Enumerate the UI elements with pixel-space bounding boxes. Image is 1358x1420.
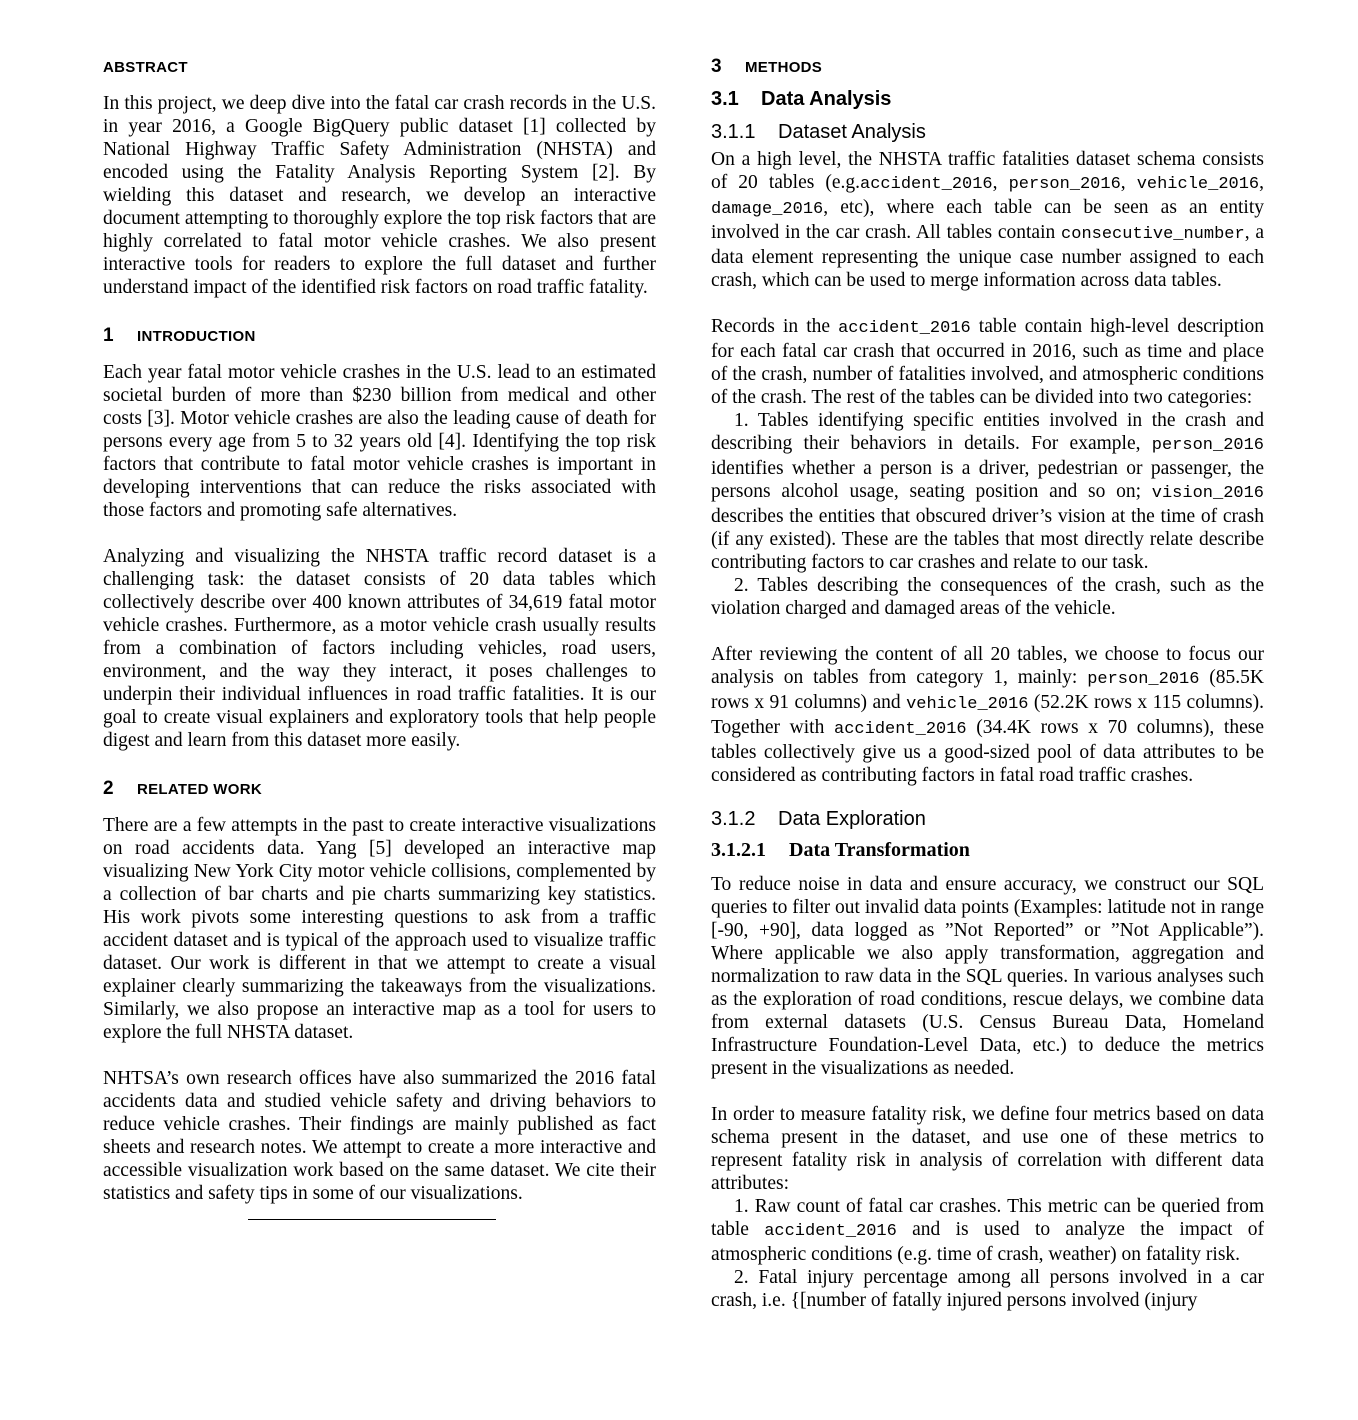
data-transformation-heading bbox=[711, 837, 1264, 863]
dataset-analysis-paragraph-3: After reviewing the content of all 20 tables, we choose to focus our analysis on tables from category 1, mainly: person_2016 (85.5K rows x 91 columns) and vehicle_2016 (52.2K rows x 115 columns). Together with accident_2016 (34.4K rows x 70 columns), these tables collectively give us a good-sized pool of data attributes to be considered as contributing factors in fatal road traffic crashes. bbox=[711, 644, 1265, 786]
left-column bbox=[103, 52, 656, 1220]
methods-number: 3 bbox=[711, 56, 722, 77]
introduction-heading bbox=[103, 321, 656, 351]
data-transformation-number: 3.1.2.1 bbox=[711, 839, 766, 861]
abstract-heading bbox=[103, 52, 656, 82]
dataset-analysis-list-item-2: 2. Tables describing the consequences of the crash, such as the violation charged and damaged areas of the vehicle. bbox=[711, 575, 1264, 619]
data-transformation-paragraph-2: In order to measure fatality risk, we define four metrics based on data schema present in the dataset, and use one of these metrics to represent fatality risk in analysis of correlation with different data attributes: bbox=[711, 1104, 1264, 1194]
introduction-paragraph-2: Analyzing and visualizing the NHSTA traffic record dataset is a challenging task: the dataset consists of 20 data tables which collectively describe over 400 known attributes of 34,619 fatal motor vehicle crashes. Furthermore, as a motor vehicle crash usually results from a combination of factors including vehicles, road users, environment, and the way they interact, it poses challenges to underpin their individual influences in road traffic fatalities. It is our goal to create visual explainers and exploratory tools that help people digest and learn from this dataset more easily. bbox=[103, 546, 656, 751]
introduction-title: INTRODUCTION bbox=[137, 328, 256, 345]
data-exploration-heading bbox=[711, 803, 1264, 835]
dataset-analysis-paragraph-2: Records in the accident_2016 table contain high-level description for each fatal car crash that occurred in 2016, such as time and place of the crash, number of fatalities involved, and atmospheric conditions of the crash. The rest of the tables can be divided into two categories: bbox=[711, 316, 1265, 408]
introduction-number: 1 bbox=[103, 325, 114, 346]
data-transformation-list-item-1: 1. Raw count of fatal car crashes. This metric can be queried from table accident_2016 and is used to analyze the impact of atmospheric conditions (e.g. time of crash, weather) on fatality risk. bbox=[711, 1196, 1264, 1265]
methods-title: METHODS bbox=[745, 59, 823, 76]
abstract-title: ABSTRACT bbox=[103, 59, 188, 76]
dataset-analysis-list-item-1: 1. Tables identifying specific entities involved in the crash and describing their behaviors in details. For example, person_2016 identifies whether a person is a driver, pedestrian or passenger, the persons alcohol usage, seating position and so on; vision_2016 describes the entities that obscured driver’s vision at the time of crash (if any existed). These are the tables that most directly relate describe contributing factors to car crashes and relate to our task. bbox=[711, 410, 1264, 573]
data-analysis-title: Data Analysis bbox=[761, 88, 892, 110]
data-analysis-heading bbox=[711, 84, 1264, 114]
data-analysis-number: 3.1 bbox=[711, 88, 739, 110]
data-transformation-list-item-2: 2. Fatal injury percentage among all persons involved in a car crash, i.e. {[number of fatally injured persons involved (injury bbox=[711, 1267, 1264, 1311]
introduction-paragraph-1: Each year fatal motor vehicle crashes in the U.S. lead to an estimated societal burden of more than $230 billion from medical and other costs [3]. Motor vehicle crashes are also the leading cause of death for persons every age from 5 to 32 years old [4]. Identifying the top risk factors that contribute to fatal motor vehicle crashes is important in developing interventions that can reduce the risks associated with those factors and promoting safe alternatives. bbox=[103, 362, 656, 521]
methods-heading bbox=[711, 52, 1264, 82]
dataset-analysis-heading bbox=[711, 116, 1264, 148]
dataset-analysis-number: 3.1.1 bbox=[711, 121, 756, 143]
dataset-analysis-paragraph-1: On a high level, the NHSTA traffic fatalities dataset schema consists of 20 tables (e.g.accident_2016, person_2016, vehicle_2016, damage_2016, etc), where each table can be seen as an entity involved in the car crash. All tables contain consecutive_number, a data element representing the unique case number assigned to each crash, which can be used to merge information across data tables. bbox=[711, 149, 1265, 291]
data-transformation-paragraph-1: To reduce noise in data and ensure accuracy, we construct our SQL queries to filter out invalid data points (Examples: latitude not in range [-90, +90], data logged as ”Not Reported” or ”Not Applicable”). Where applicable we also apply transformation, aggregation and normalization to raw data in the SQL queries. In various analyses such as the exploration of road conditions, rescue delays, we combine data from external datasets (U.S. Census Bureau Data, Homeland Infrastructure Foundation-Level Data, etc.) to deduce the metrics present in the visualizations as needed. bbox=[711, 874, 1264, 1079]
related-work-paragraph-1: There are a few attempts in the past to create interactive visualizations on road accidents data. Yang [5] developed an interactive map visualizing New York City motor vehicle collisions, complemented by a collection of bar charts and pie charts summarizing key statistics. His work pivots some interesting questions to ask from a traffic accident dataset and is typical of the approach used to visualize traffic dataset. Our work is different in that we attempt to create a visual explainer clearly summarizing the takeaways from the visualizations. Similarly, we also propose an interactive map as a tool for users to explore the full NHSTA dataset. bbox=[103, 815, 656, 1043]
related-work-title: RELATED WORK bbox=[137, 781, 262, 798]
data-transformation-title: Data Transformation bbox=[789, 839, 970, 861]
related-work-heading bbox=[103, 774, 656, 804]
related-work-number: 2 bbox=[103, 778, 114, 799]
data-exploration-number: 3.1.2 bbox=[711, 808, 756, 830]
related-work-paragraph-2: NHTSA’s own research offices have also summarized the 2016 fatal accidents data and studied vehicle safety and driving behaviors to reduce vehicle crashes. Their findings are mainly published as fact sheets and research notes. We attempt to create a more interactive and accessible visualization work based on the same dataset. We cite their statistics and safety tips in some of our visualizations. bbox=[103, 1068, 656, 1204]
footnote-rule bbox=[248, 1219, 496, 1220]
abstract-text: In this project, we deep dive into the fatal car crash records in the U.S. in year 2016, a Google BigQuery public dataset [1] collected by National Highway Traffic Safety Administration (NHSTA) and encoded using the Fatality Analysis Reporting System [2]. By wielding this dataset and research, we develop an interactive document attempting to thoroughly explore the top risk factors that are highly correlated to fatal motor vehicle crashes. We also present interactive tools for readers to explore the full dataset and further understand impact of the identified risk factors on road traffic fatality. bbox=[103, 93, 656, 298]
data-exploration-title: Data Exploration bbox=[778, 808, 926, 830]
dataset-analysis-title: Dataset Analysis bbox=[778, 121, 926, 143]
right-column bbox=[711, 52, 1264, 1312]
